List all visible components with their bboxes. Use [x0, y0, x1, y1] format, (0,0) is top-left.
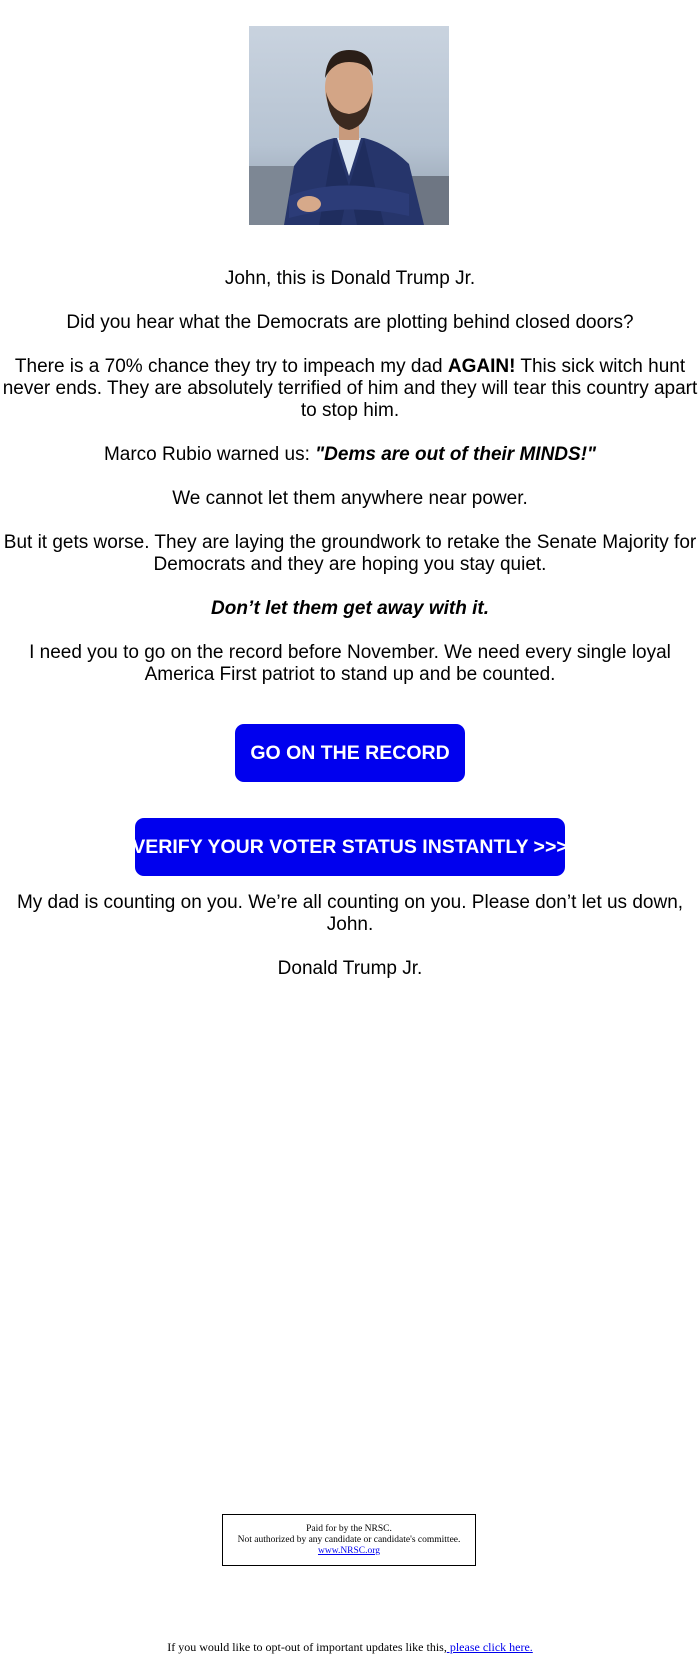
paid-for-disclaimer-box [222, 1514, 476, 1566]
disclaimer-line-2: Not authorized by any candidate or candidate's committee. [237, 1535, 461, 1545]
rubio-paragraph [0, 444, 700, 466]
rubio-quote: "Dems are out of their MINDS!" [315, 444, 597, 465]
dont-let-text: Don’t let them get away with it. [211, 598, 489, 619]
impeach-text-bold: AGAIN! [447, 356, 516, 377]
question-paragraph: Did you hear what the Democrats are plotting behind closed doors? [66, 312, 634, 333]
go-on-record-button[interactable]: GO ON THE RECORD [235, 724, 465, 782]
signature: Donald Trump Jr. [277, 958, 423, 979]
impeach-text-before: There is a 70% chance they try to impeach my dad [14, 356, 448, 377]
impeach-text-after: This sick witch hunt never ends. They are absolutely terrified of him and they will tear this country apart to stop him. [2, 356, 698, 421]
record-paragraph: I need you to go on the record before November. We need every single loyal America First patriot to stand up and be counted. [29, 642, 671, 685]
nrsc-link[interactable]: www.NRSC.org [317, 1546, 381, 1556]
portrait-photo [249, 26, 449, 225]
disclaimer-line-1: Paid for by the NRSC. [306, 1524, 392, 1534]
optout-link[interactable]: please click here. [446, 1640, 533, 1654]
rubio-text: Marco Rubio warned us: [103, 444, 316, 465]
verify-voter-status-button[interactable]: VERIFY YOUR VOTER STATUS INSTANTLY >>> [135, 818, 565, 876]
impeach-paragraph [0, 356, 700, 422]
optout-line [0, 1640, 700, 1654]
greeting: John, this is Donald Trump Jr. [224, 268, 476, 289]
portrait-icon [249, 26, 449, 225]
counting-paragraph: My dad is counting on you. We’re all counting on you. Please don’t let us down, John. [16, 892, 684, 935]
optout-text: If you would like to opt-out of important updates like this, [167, 1640, 447, 1654]
dont-let-paragraph [0, 598, 700, 620]
worse-paragraph: But it gets worse. They are laying the groundwork to retake the Senate Majority for Democrats and they are hoping you stay quiet. [3, 532, 697, 575]
power-paragraph: We cannot let them anywhere near power. [172, 488, 528, 509]
